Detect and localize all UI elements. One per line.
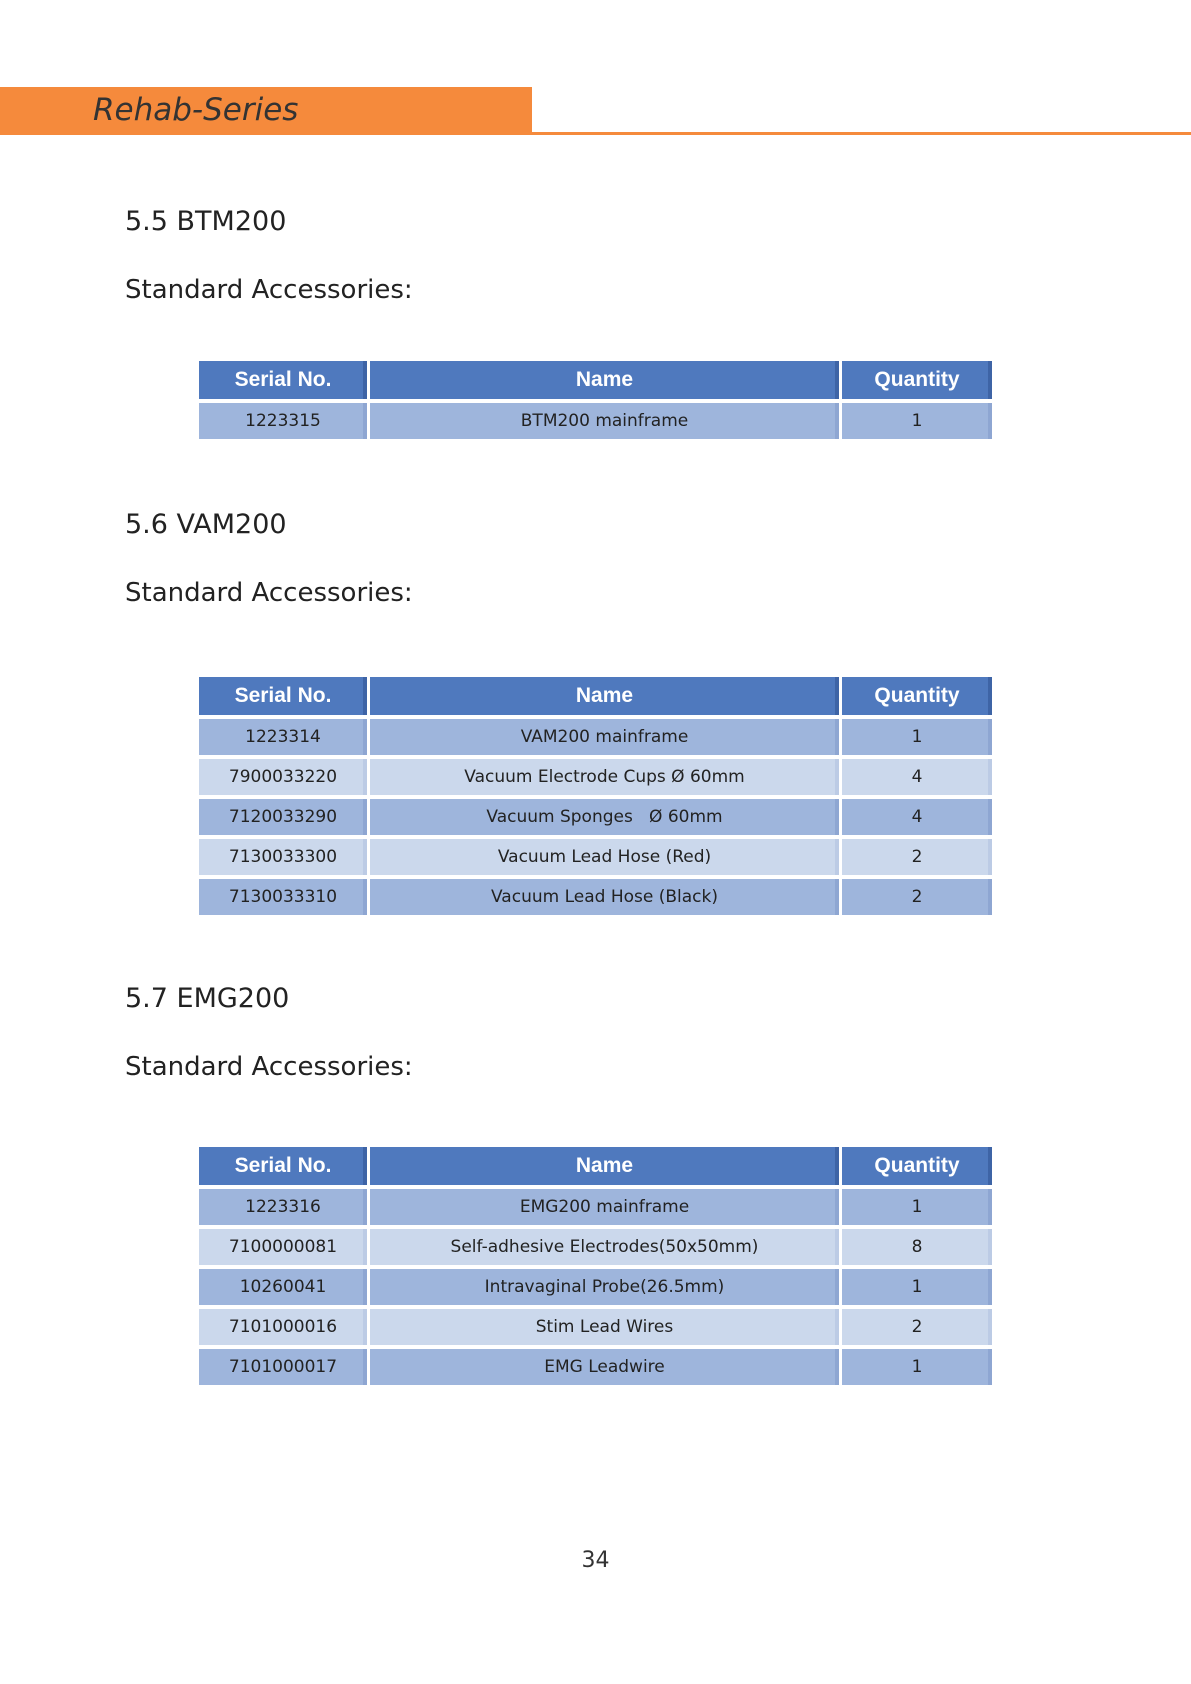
quantity-cell: 2 <box>842 879 992 915</box>
column-header-quantity: Quantity <box>842 677 992 719</box>
column-header-name: Name <box>370 677 842 719</box>
name-cell: Vacuum Lead Hose (Black) <box>370 879 842 915</box>
serial-cell: 7100000081 <box>199 1229 370 1269</box>
table-row <box>199 1189 992 1229</box>
name-cell: Self-adhesive Electrodes(50x50mm) <box>370 1229 842 1269</box>
serial-cell: 1223314 <box>199 719 370 759</box>
serial-cell: 7900033220 <box>199 759 370 799</box>
section-subtitle-vam200: Standard Accessories: <box>125 578 413 608</box>
section-title-emg200: 5.7 EMG200 <box>125 983 290 1014</box>
column-header-quantity: Quantity <box>842 361 992 403</box>
quantity-cell: 2 <box>842 839 992 879</box>
accessories-table-btm200 <box>199 361 992 439</box>
name-cell: Vacuum Lead Hose (Red) <box>370 839 842 879</box>
header-rule <box>532 132 1191 135</box>
table-row <box>199 839 992 879</box>
serial-cell: 7130033310 <box>199 879 370 915</box>
table-row <box>199 799 992 839</box>
quantity-cell: 1 <box>842 1189 992 1229</box>
table-row <box>199 719 992 759</box>
name-cell: Vacuum Sponges Ø 60mm <box>370 799 842 839</box>
serial-cell: 7130033300 <box>199 839 370 879</box>
section-title-btm200: 5.5 BTM200 <box>125 206 287 237</box>
serial-cell: 7101000017 <box>199 1349 370 1385</box>
table-header-row <box>199 1147 992 1189</box>
column-header-name: Name <box>370 361 842 403</box>
quantity-cell: 1 <box>842 1349 992 1385</box>
column-header-serial: Serial No. <box>199 361 370 403</box>
column-header-serial: Serial No. <box>199 677 370 719</box>
serial-cell: 7101000016 <box>199 1309 370 1349</box>
serial-cell: 10260041 <box>199 1269 370 1309</box>
table-row <box>199 1349 992 1385</box>
name-cell: Vacuum Electrode Cups Ø 60mm <box>370 759 842 799</box>
serial-cell: 1223316 <box>199 1189 370 1229</box>
table-row <box>199 1269 992 1309</box>
accessories-table-vam200 <box>199 677 992 915</box>
table-row <box>199 759 992 799</box>
name-cell: VAM200 mainframe <box>370 719 842 759</box>
section-subtitle-btm200: Standard Accessories: <box>125 275 413 305</box>
table-row <box>199 1229 992 1269</box>
column-header-name: Name <box>370 1147 842 1189</box>
serial-cell: 1223315 <box>199 403 370 439</box>
quantity-cell: 1 <box>842 403 992 439</box>
table-row <box>199 1309 992 1349</box>
column-header-quantity: Quantity <box>842 1147 992 1189</box>
table-header-row <box>199 677 992 719</box>
quantity-cell: 4 <box>842 759 992 799</box>
series-title: Rehab-Series <box>93 92 299 128</box>
name-cell: Intravaginal Probe(26.5mm) <box>370 1269 842 1309</box>
section-subtitle-emg200: Standard Accessories: <box>125 1052 413 1082</box>
column-header-serial: Serial No. <box>199 1147 370 1189</box>
table-row <box>199 403 992 439</box>
quantity-cell: 2 <box>842 1309 992 1349</box>
page-number: 34 <box>581 1548 610 1573</box>
name-cell: BTM200 mainframe <box>370 403 842 439</box>
serial-cell: 7120033290 <box>199 799 370 839</box>
quantity-cell: 4 <box>842 799 992 839</box>
accessories-table-emg200 <box>199 1147 992 1385</box>
table-header-row <box>199 361 992 403</box>
name-cell: EMG Leadwire <box>370 1349 842 1385</box>
section-title-vam200: 5.6 VAM200 <box>125 509 287 540</box>
name-cell: EMG200 mainframe <box>370 1189 842 1229</box>
quantity-cell: 1 <box>842 1269 992 1309</box>
quantity-cell: 8 <box>842 1229 992 1269</box>
name-cell: Stim Lead Wires <box>370 1309 842 1349</box>
table-row <box>199 879 992 915</box>
quantity-cell: 1 <box>842 719 992 759</box>
